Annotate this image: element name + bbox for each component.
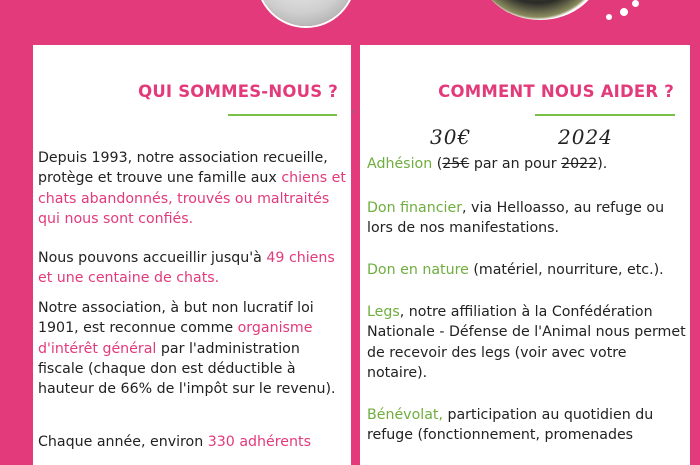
heading-underline: [535, 114, 675, 116]
decorative-dot: [632, 0, 639, 7]
handwritten-price: 30€: [430, 125, 472, 149]
handwritten-year: 2024: [558, 125, 613, 149]
capacity-text: Nous pouvons accueillir jusqu'à: [38, 250, 267, 266]
status-text-1: Notre association, à but non lucratif loi 1901, est reconnue comme: [38, 300, 314, 337]
members-text: Chaque année, environ: [38, 434, 208, 450]
in-kind-donation-label: Don en nature: [367, 262, 469, 278]
help-in-kind-donation: [367, 260, 687, 280]
bequest-label: Legs: [367, 304, 400, 320]
about-paragraph-members: [38, 432, 348, 452]
scan-mark: ›: [351, 107, 355, 117]
help-volunteering: [367, 405, 687, 446]
status-highlight: organisme d'intérêt général: [38, 320, 313, 357]
help-financial-donation: [367, 198, 687, 239]
membership-label: Adhésion: [367, 156, 433, 172]
old-price: 25€: [442, 156, 470, 172]
help-bequest: [367, 302, 687, 383]
history-text: Depuis 1993, notre association recueille, protège et trouve une famille aux: [38, 150, 328, 187]
membership-text: (: [432, 156, 443, 172]
old-year: 2022: [561, 156, 598, 172]
dog-photo-left: [258, 0, 354, 26]
members-highlight: 330 adhérents: [207, 434, 311, 450]
in-kind-donation-text: (matériel, nourriture, etc.).: [468, 262, 664, 278]
decorative-dot: [606, 14, 612, 20]
financial-donation-text: , via Helloasso, au refuge ou lors de nos manifestations.: [367, 200, 665, 237]
about-us-column: [33, 45, 355, 465]
financial-donation-label: Don financier: [367, 200, 463, 216]
dog-photo-right: [478, 0, 602, 20]
about-paragraph-status: [38, 298, 348, 399]
bequest-text: , notre affiliation à la Confédération Nationale - Défense de l'Animal nous permet de recevoir des legs (voir avec votre notaire).: [367, 304, 686, 381]
membership-text: ).: [597, 156, 608, 172]
capacity-highlight: 49 chiens et une centaine de chats.: [38, 250, 335, 287]
how-to-help-column: [360, 45, 690, 465]
status-text-2: par l'administration fiscale (chaque don est déductible à hauteur de 66% de l'impôt sur le revenu).: [38, 340, 336, 398]
membership-text: par an pour: [469, 156, 562, 172]
heading-underline: [228, 114, 337, 116]
about-paragraph-history: [38, 148, 348, 229]
how-to-help-heading: COMMENT NOUS AIDER ?: [438, 82, 674, 101]
volunteering-label: Bénévolat,: [367, 407, 443, 423]
volunteering-text: participation au quotidien du refuge (fonctionnement, promenades: [367, 407, 654, 444]
decorative-dot: [620, 8, 628, 16]
about-us-heading: QUI SOMMES-NOUS ?: [138, 82, 338, 101]
about-paragraph-capacity: [38, 248, 348, 289]
help-membership: [367, 154, 687, 174]
history-highlight: chiens et chats abandonnés, trouvés ou maltraités qui nous sont confiés.: [38, 170, 346, 227]
